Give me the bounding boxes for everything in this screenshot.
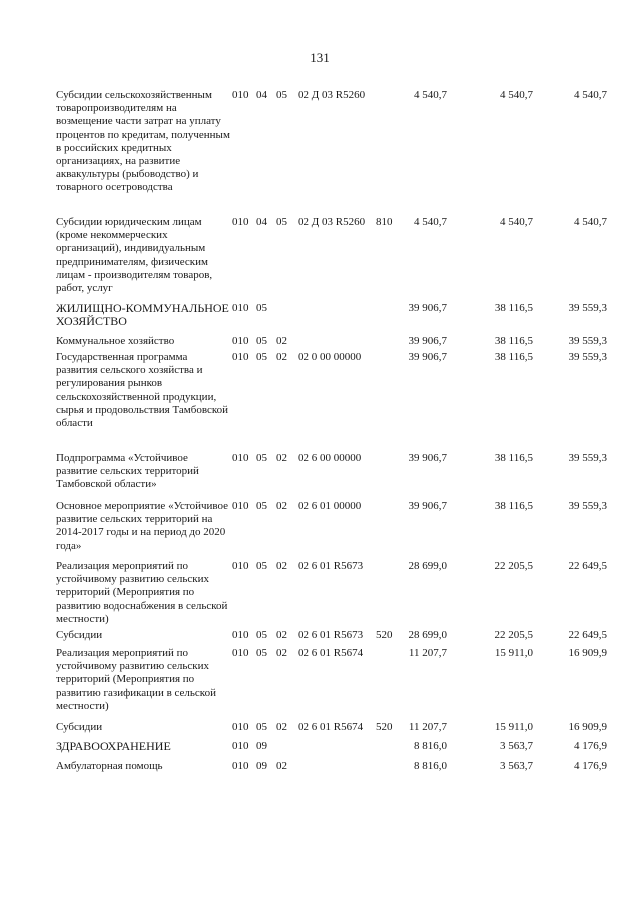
code-pr: 02 — [276, 629, 287, 641]
amount-year-1: 28 699,0 — [408, 629, 447, 641]
code-rz: 09 — [256, 760, 267, 772]
code-pr: 02 — [276, 560, 287, 572]
row-name: ЗДРАВООХРАНЕНИЕ — [56, 739, 171, 753]
code-pr: 02 — [276, 647, 287, 659]
amount-year-2: 38 116,5 — [494, 500, 533, 512]
row-name: Субсидии — [56, 721, 103, 733]
code-rz: 05 — [256, 452, 267, 464]
code-csr: 02 0 00 00000 — [298, 351, 362, 363]
amount-year-2: 38 116,5 — [494, 335, 533, 347]
code-csr: 02 6 01 R5673 — [298, 560, 364, 572]
row-name: Субсидии сельскохозяйственным товаропроизводителям на возмещение части затрат на уплату процентов по кредитам, полученным в российских кредитных организациях, на развитие аквакультуры (рыбоводство) и товарного осетроводства — [56, 89, 230, 194]
amount-year-3: 4 176,9 — [574, 740, 607, 752]
amount-year-3: 22 649,5 — [568, 560, 607, 572]
code-ved: 010 — [232, 452, 249, 464]
amount-year-3: 39 559,3 — [568, 500, 607, 512]
amount-year-1: 39 906,7 — [408, 302, 447, 314]
code-csr: 02 Д 03 R5260 — [298, 89, 366, 101]
code-csr: 02 Д 03 R5260 — [298, 216, 366, 228]
amount-year-2: 4 540,7 — [500, 216, 533, 228]
amount-year-1: 8 816,0 — [414, 740, 447, 752]
code-rz: 05 — [256, 560, 267, 572]
code-pr: 02 — [276, 351, 287, 363]
amount-year-2: 15 911,0 — [494, 647, 533, 659]
row-name: Коммунальное хозяйство — [56, 335, 175, 347]
code-ved: 010 — [232, 629, 249, 641]
code-pr: 02 — [276, 500, 287, 512]
amount-year-1: 4 540,7 — [414, 89, 447, 101]
amount-year-1: 4 540,7 — [414, 216, 447, 228]
row-name: Основное мероприятие «Устойчивое развитие сельских территорий на 2014-2017 годы и на период до 2020 года» — [56, 500, 229, 552]
amount-year-3: 39 559,3 — [568, 351, 607, 363]
code-csr: 02 6 01 00000 — [298, 500, 362, 512]
amount-year-2: 22 205,5 — [494, 629, 533, 641]
code-rz: 05 — [256, 351, 267, 363]
amount-year-3: 4 540,7 — [574, 89, 607, 101]
code-pr: 02 — [276, 760, 287, 772]
code-rz: 04 — [256, 89, 267, 101]
page-number: 131 — [310, 50, 330, 65]
code-vr: 810 — [376, 216, 393, 228]
amount-year-1: 39 906,7 — [408, 335, 447, 347]
amount-year-2: 22 205,5 — [494, 560, 533, 572]
amount-year-1: 8 816,0 — [414, 760, 447, 772]
row-name: Подпрограмма «Устойчивое развитие сельских территорий Тамбовской области» — [56, 452, 199, 491]
amount-year-2: 15 911,0 — [494, 721, 533, 733]
code-ved: 010 — [232, 335, 249, 347]
code-ved: 010 — [232, 302, 249, 314]
amount-year-3: 39 559,3 — [568, 335, 607, 347]
amount-year-2: 3 563,7 — [500, 760, 533, 772]
code-ved: 010 — [232, 351, 249, 363]
code-pr: 05 — [276, 216, 287, 228]
code-vr: 520 — [376, 721, 393, 733]
code-ved: 010 — [232, 721, 249, 733]
code-ved: 010 — [232, 647, 249, 659]
code-pr: 02 — [276, 452, 287, 464]
code-pr: 05 — [276, 89, 287, 101]
amount-year-3: 39 559,3 — [568, 302, 607, 314]
amount-year-3: 22 649,5 — [568, 629, 607, 641]
row-name: Субсидии — [56, 629, 103, 641]
code-rz: 09 — [256, 740, 267, 752]
amount-year-3: 39 559,3 — [568, 452, 607, 464]
row-name: ЖИЛИЩНО-КОММУНАЛЬНОЕ ХОЗЯЙСТВО — [56, 301, 229, 329]
code-csr: 02 6 01 R5674 — [298, 721, 364, 733]
code-rz: 04 — [256, 216, 267, 228]
code-rz: 05 — [256, 302, 267, 314]
amount-year-1: 39 906,7 — [408, 452, 447, 464]
row-name: Государственная программа развития сельского хозяйства и регулирования рынков сельскохозяйственной продукции, сырья и продовольствия Тамбовской области — [56, 351, 229, 430]
row-name: Субсидии юридическим лицам (кроме некоммерческих организаций), индивидуальным предпринимателям, физическим лицам - производителям товаров, работ, услуг — [56, 216, 213, 295]
row-name: Реализация мероприятий по устойчивому развитию сельских территорий (Мероприятия по развитию водоснабжения в сельской местности) — [56, 560, 228, 625]
code-rz: 05 — [256, 500, 267, 512]
amount-year-2: 38 116,5 — [494, 452, 533, 464]
code-rz: 05 — [256, 335, 267, 347]
code-csr: 02 6 00 00000 — [298, 452, 362, 464]
code-ved: 010 — [232, 500, 249, 512]
code-pr: 02 — [276, 335, 287, 347]
amount-year-2: 38 116,5 — [494, 351, 533, 363]
code-rz: 05 — [256, 647, 267, 659]
code-ved: 010 — [232, 740, 249, 752]
amount-year-1: 39 906,7 — [408, 500, 447, 512]
code-ved: 010 — [232, 216, 249, 228]
code-ved: 010 — [232, 560, 249, 572]
amount-year-3: 4 176,9 — [574, 760, 607, 772]
code-pr: 02 — [276, 721, 287, 733]
code-ved: 010 — [232, 760, 249, 772]
amount-year-2: 38 116,5 — [494, 302, 533, 314]
code-rz: 05 — [256, 721, 267, 733]
row-name: Реализация мероприятий по устойчивому развитию сельских территорий (Мероприятия по развитию газификации в сельской местности) — [56, 647, 216, 712]
amount-year-1: 28 699,0 — [408, 560, 447, 572]
amount-year-3: 4 540,7 — [574, 216, 607, 228]
amount-year-2: 3 563,7 — [500, 740, 533, 752]
amount-year-1: 39 906,7 — [408, 351, 447, 363]
row-name: Амбулаторная помощь — [56, 760, 163, 772]
code-rz: 05 — [256, 629, 267, 641]
amount-year-3: 16 909,9 — [568, 721, 607, 733]
amount-year-1: 11 207,7 — [408, 721, 447, 733]
code-vr: 520 — [376, 629, 393, 641]
code-csr: 02 6 01 R5674 — [298, 647, 364, 659]
amount-year-3: 16 909,9 — [568, 647, 607, 659]
amount-year-2: 4 540,7 — [500, 89, 533, 101]
code-csr: 02 6 01 R5673 — [298, 629, 364, 641]
code-ved: 010 — [232, 89, 249, 101]
amount-year-1: 11 207,7 — [408, 647, 447, 659]
